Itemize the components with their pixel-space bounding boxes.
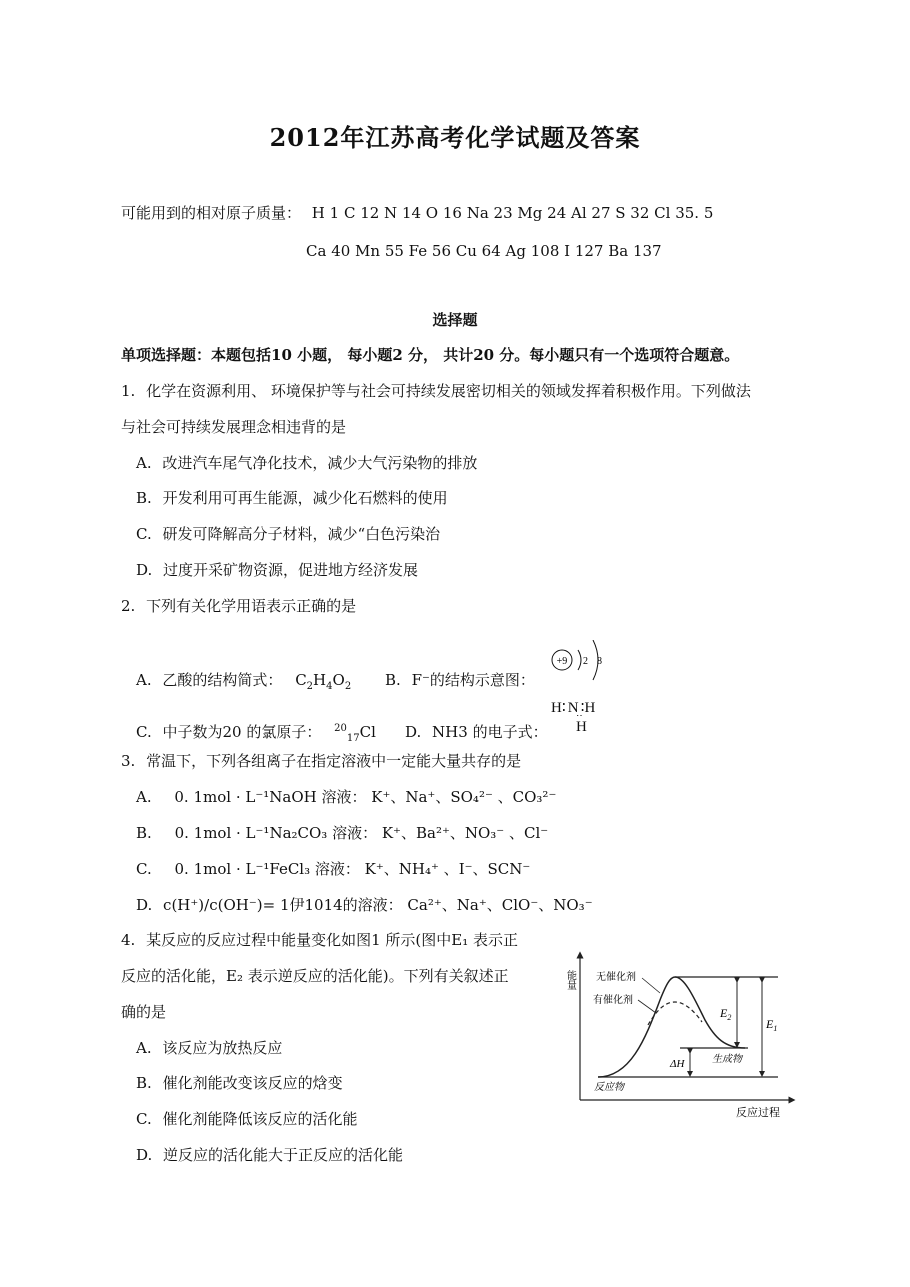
atomic-mass-line-1 (121, 203, 713, 223)
option-text: 0. 1mol · L⁻¹FeCl₃ 溶液： K⁺、NH₄⁺ 、I⁻、SCN⁻ (174, 860, 531, 878)
atomic-mass-values-1: H 1 C 12 N 14 O 16 Na 23 Mg 24 Al 27 S 32 Cl 35. 5 (311, 204, 714, 222)
question-4-option-b[interactable] (136, 1073, 343, 1093)
lone-pair-dots: ‥ (576, 708, 583, 719)
option-text: 逆反应的活化能大于正反应的活化能 (163, 1146, 404, 1164)
svg-text:8: 8 (597, 656, 602, 667)
section-heading: 选择题 (432, 311, 478, 329)
uncatalyzed-label: 无催化剂 (596, 972, 636, 983)
nh3-electron-formula: H∶ N ∶H (551, 700, 596, 716)
formula-c2h4o2: $C_2H_4O_2$ (295, 671, 352, 692)
question-text: 某反应的反应过程中能量变化如图1 所示(图中E₁ 表示正 (146, 931, 518, 949)
option-text: NH3 的电子式： (432, 723, 548, 741)
question-number: 1. (121, 382, 136, 400)
option-text: 该反应为放热反应 (162, 1039, 283, 1057)
question-3-option-b[interactable] (136, 823, 548, 843)
page-title: 2012年江苏高考化学试题及答案 (269, 123, 641, 152)
catalyzed-curve (648, 1002, 702, 1025)
question-text: 下列有关化学用语表示正确的是 (146, 597, 357, 615)
option-text: 开发利用可再生能源，减少化石燃料的使用 (162, 489, 448, 507)
question-3-stem (121, 751, 521, 771)
question-1-stem-line-2: 与社会可持续发展理念相违背的是 (121, 418, 347, 436)
question-1-option-c[interactable] (136, 524, 440, 544)
option-label: A. (136, 788, 152, 806)
option-text: 0. 1mol · L⁻¹Na₂CO₃ 溶液： K⁺、Ba²⁺、NO₃⁻ 、Cl⁻ (174, 824, 549, 842)
question-4-stem-line-3: 确的是 (121, 1003, 167, 1021)
question-2-option-b[interactable] (385, 670, 535, 690)
question-4-stem-line-2: 反应的活化能，E₂ 表示逆反应的活化能)。下列有关叙述正 (121, 967, 509, 985)
option-label: B. (136, 489, 152, 507)
option-text: 改进汽车尾气净化技术，减少大气污染物的排放 (162, 454, 478, 472)
option-label: C. (136, 860, 152, 878)
svg-text:2: 2 (583, 656, 588, 667)
section-instructions: 单项选择题：本题包括10 小题， 每小题2 分， 共计20 分。每小题只有一个选项符合题意。 (121, 346, 740, 364)
question-4-option-c[interactable] (136, 1109, 358, 1129)
dh-label: ΔH (670, 1058, 685, 1070)
n-atom: N (567, 700, 579, 716)
h-atom-bottom: H (576, 719, 587, 735)
question-2-option-c[interactable] (136, 722, 376, 742)
x-axis-label: 反应过程 (736, 1106, 780, 1119)
question-4-stem (121, 930, 518, 950)
e1-label: $E_1$ (766, 1017, 778, 1033)
question-3-option-a[interactable] (136, 787, 556, 807)
option-label: D. (136, 1146, 153, 1164)
option-label: B. (136, 824, 152, 842)
question-4-option-d[interactable] (136, 1145, 403, 1165)
option-text: c(H⁺)/c(OH⁻)= 1伊1014的溶液： Ca²⁺、Na⁺、ClO⁻、NO₃⁻ (163, 896, 593, 914)
fluoride-ion-structure-diagram (548, 640, 608, 700)
option-text: 中子数为20 的氯原子： (162, 723, 322, 741)
question-1-option-d[interactable] (136, 560, 418, 580)
question-2-option-d[interactable] (405, 722, 548, 742)
option-label: D. (136, 561, 153, 579)
h-atom: H (584, 700, 596, 716)
h-atom: H (551, 700, 562, 716)
option-label: B. (385, 671, 401, 689)
question-number: 3. (121, 752, 136, 770)
atomic-mass-label: 可能用到的相对原子质量： (121, 204, 302, 222)
energy-profile-diagram (560, 950, 810, 1130)
svg-text:+9: +9 (556, 656, 568, 667)
products-label: 生成物 (712, 1054, 742, 1065)
option-label: B. (136, 1074, 152, 1092)
question-1-option-a[interactable] (136, 453, 477, 473)
atomic-mass-values-2: Ca 40 Mn 55 Fe 56 Cu 64 Ag 108 I 127 Ba 137 (306, 242, 662, 260)
option-label: C. (136, 1110, 152, 1128)
option-text: 研发可降解高分子材料，减少“白色污染治 (162, 525, 441, 543)
question-text: 化学在资源利用、 环境保护等与社会可持续发展密切相关的领域发挥着积极作用。下列做法 (146, 382, 751, 400)
option-text: 乙酸的结构简式： (162, 671, 283, 689)
question-text: 常温下，下列各组离子在指定溶液中一定能大量共存的是 (146, 752, 522, 770)
question-2-option-a[interactable] (136, 670, 351, 690)
option-label: C. (136, 723, 152, 741)
option-text: 0. 1mol · L⁻¹NaOH 溶液： K⁺、Na⁺、SO₄²⁻ 、CO₃²⁻ (174, 788, 557, 806)
question-number: 4. (121, 931, 136, 949)
option-label: A. (136, 454, 152, 472)
option-label: D. (136, 896, 153, 914)
question-3-option-d[interactable] (136, 895, 593, 915)
option-label: A. (136, 1039, 152, 1057)
y-axis-label: 能量 (564, 970, 576, 990)
question-2-stem (121, 596, 356, 616)
question-3-option-c[interactable] (136, 859, 530, 879)
catalyzed-label: 有催化剂 (593, 995, 633, 1006)
e2-label: $E_2$ (720, 1006, 732, 1022)
option-label: C. (136, 525, 152, 543)
question-4-option-a[interactable] (136, 1038, 282, 1058)
option-text: 催化剂能降低该反应的活化能 (162, 1110, 358, 1128)
question-1-option-b[interactable] (136, 488, 448, 508)
option-text: 催化剂能改变该反应的焓变 (162, 1074, 343, 1092)
option-label: D. (405, 723, 422, 741)
question-1-stem (121, 381, 751, 401)
formula-cl-isotope: $^{20}_{17}$Cl (334, 723, 376, 744)
option-text: F⁻的结构示意图： (411, 671, 535, 689)
question-number: 2. (121, 597, 136, 615)
option-label: A. (136, 671, 152, 689)
reactants-label: 反应物 (594, 1082, 624, 1093)
option-text: 过度开采矿物资源，促进地方经济发展 (163, 561, 419, 579)
